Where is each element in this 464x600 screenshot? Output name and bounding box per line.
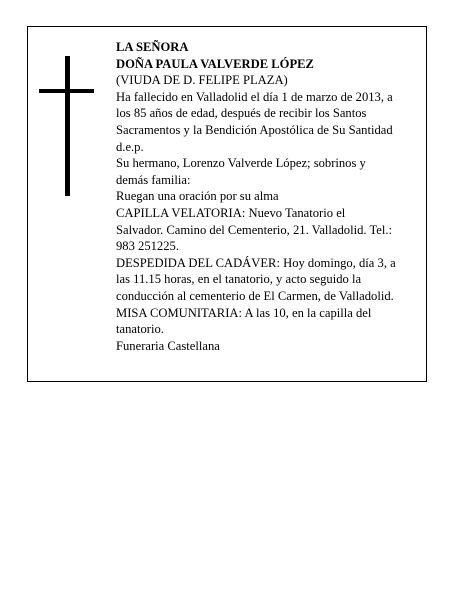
- widow-line: (VIUDA DE D. FELIPE PLAZA): [116, 73, 288, 88]
- text-line: tanatorio.: [116, 322, 164, 337]
- cross-horizontal-bar: [39, 89, 94, 93]
- cross-icon: [39, 56, 94, 196]
- text-line: Sacramentos y la Bendición Apostólica de Su Santidad: [116, 122, 393, 137]
- text-line: MISA COMUNITARIA: A las 10, en la capilla del: [116, 305, 372, 320]
- text-line: CAPILLA VELATORIA: Nuevo Tanatorio el: [116, 205, 346, 220]
- text-line: Salvador. Camino del Cementerio, 21. Valladolid. Tel.:: [116, 222, 393, 237]
- text-line: demás familia:: [116, 172, 191, 187]
- text-line: Su hermano, Lorenzo Valverde López; sobrinos y: [116, 156, 366, 171]
- text-line: las 11.15 horas, en el tanatorio, y acto seguido la: [116, 272, 362, 287]
- obituary-text: [116, 39, 418, 354]
- text-line: Ruegan una oración por su alma: [116, 189, 279, 204]
- text-line: Funeraria Castellana: [116, 338, 220, 353]
- text-line: d.e.p.: [116, 139, 144, 154]
- cross-vertical-bar: [65, 56, 70, 196]
- text-line: Ha fallecido en Valladolid el día 1 de marzo de 2013, a: [116, 89, 393, 104]
- deceased-name: DOÑA PAULA VALVERDE LÓPEZ: [116, 56, 314, 71]
- obituary-heading: LA SEÑORA: [116, 40, 189, 54]
- text-line: los 85 años de edad, después de recibir los Santos: [116, 106, 367, 121]
- text-line: 983 251225.: [116, 239, 179, 254]
- text-line: conducción al cementerio de El Carmen, de Valladolid.: [116, 288, 394, 303]
- text-line: DESPEDIDA DEL CADÁVER: Hoy domingo, día 3, a: [116, 255, 396, 270]
